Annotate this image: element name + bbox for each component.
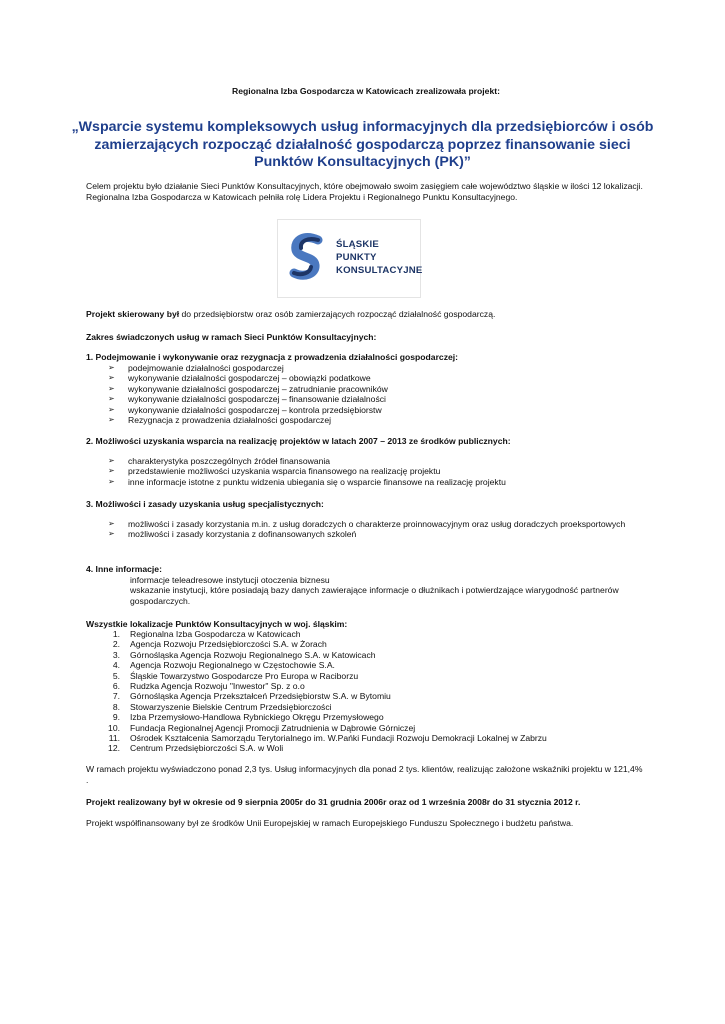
list-item: informacje teleadresowe instytucji otoczenia biznesu	[130, 575, 330, 585]
list-item: 2. Agencja Rozwoju Przedsiębiorczości S.A. w Żorach	[112, 639, 327, 650]
list-item: ➢ Rezygnacja z prowadzenia działalności gospodarczej	[108, 415, 332, 426]
list-item: 6. Rudzka Agencja Rozwoju "Inwestor" Sp. z o.o	[112, 681, 305, 692]
arrow-bullet-icon: ➢	[108, 529, 115, 539]
document-title: „Wsparcie systemu kompleksowych usług informacyjnych dla przedsiębiorców i osób zamierzających rozpocząć działalność gospodarczą poprzez finansowanie sieci Punktów Konsultacyjnych (PK)”	[71, 119, 654, 170]
slaskie-punkty-logo	[277, 219, 421, 298]
list-item: 11. Ośrodek Kształcenia Samorządu Terytorialnego im. W.Pańki Fundacji Rozwoju Demokracji Lokalnej w Zabrzu	[108, 733, 547, 744]
section-2-list	[108, 456, 648, 487]
list-item: 8. Stowarzyszenie Bielskie Centrum Przedsiębiorczości	[112, 701, 332, 712]
arrow-bullet-icon: ➢	[108, 383, 115, 393]
list-item: ➢ wykonywanie działalności gospodarczej – zatrudnianie pracowników	[108, 383, 388, 394]
list-item: ➢ możliwości i zasady korzystania m.in. z usług doradczych o charakterze proinnowacyjnym oraz usług doradczych proeksportowych	[108, 519, 626, 529]
section-3-heading: 3. Możliwości i zasady uzyskania usług specjalistycznych:	[86, 499, 324, 509]
arrow-bullet-icon: ➢	[108, 456, 115, 465]
list-item: ➢ wykonywanie działalności gospodarczej – kontrola przedsiębiorstw	[108, 404, 382, 415]
arrow-bullet-icon: ➢	[108, 394, 115, 404]
results-paragraph: W ramach projektu wyświadczono ponad 2,3 tys. Usług informacyjnych dla ponad 2 tys. klientów, realizując założone wskaźniki projektu w 121,4% .	[86, 764, 643, 785]
arrow-bullet-icon: ➢	[108, 466, 115, 476]
intro-paragraph: Celem projektu było działanie Sieci Punktów Konsultacyjnych, które obejmowało swoim zasięgiem całe województwo śląskie w ilości 12 lokalizacji. Regionalna Izba Gospodarcza w Katowicach pełniła rolę Lidera Projektu i Regionalnego Punktu Konsultacyjnego.	[86, 181, 643, 202]
list-item: ➢ możliwości i zasady korzystania z dofinansowanych szkoleń	[108, 529, 357, 540]
section-1-list	[108, 363, 648, 425]
arrow-bullet-icon: ➢	[108, 476, 115, 486]
logo-line-2: PUNKTY	[336, 252, 377, 263]
s-swoosh-icon	[278, 220, 338, 297]
section-3-list	[108, 519, 648, 540]
list-item: 10. Fundacja Regionalnej Agencji Promocji Zatrudnienia w Dąbrowie Górniczej	[108, 722, 416, 733]
list-item: wskazanie instytucji, które posiadają bazy danych zawierające informacje o dłużnikach i potwierdzające wiarygodność partnerów gospodarczych.	[130, 585, 619, 606]
arrow-bullet-icon: ➢	[108, 404, 115, 414]
funding-paragraph: Projekt współfinansowany był ze środków Unii Europejskiej w ramach Europejskiego Funduszu Społecznego i budżetu państwa.	[86, 818, 574, 828]
scope-heading: Zakres świadczonych usług w ramach Sieci Punktów Konsultacyjnych:	[86, 332, 377, 342]
list-item: ➢ przedstawienie możliwości uzyskania wsparcia finansowego na realizację projektu	[108, 466, 441, 477]
list-item: 7. Górnośląska Agencja Przekształceń Przedsiębiorstw S.A. w Bytomiu	[112, 691, 391, 702]
section-4-heading: 4. Inne informacje:	[86, 564, 162, 574]
target-rest: do przedsiębiorstw oraz osób zamierzających rozpocząć działalność gospodarczą.	[179, 309, 496, 319]
section-4-list	[130, 575, 620, 606]
list-item: ➢ podejmowanie działalności gospodarczej	[108, 363, 284, 373]
arrow-bullet-icon: ➢	[108, 373, 115, 383]
list-item: 9. Izba Przemysłowo-Handlowa Rybnickiego Okręgu Przemysłowego	[112, 712, 384, 723]
arrow-bullet-icon: ➢	[108, 415, 115, 425]
list-item: 3. Górnośląska Agencja Rozwoju Regionalnego S.A. w Katowicach	[112, 649, 376, 660]
locations-heading: Wszystkie lokalizacje Punktów Konsultacyjnych w woj. śląskim:	[86, 619, 348, 629]
list-item: 12. Centrum Przedsiębiorczości S.A. w Woli	[108, 743, 284, 754]
target-bold: Projekt skierowany był	[86, 309, 180, 319]
list-item: ➢ charakterystyka poszczególnych źródeł finansowania	[108, 456, 331, 466]
target-paragraph	[86, 309, 646, 320]
list-item: 1. Regionalna Izba Gospodarcza w Katowicach	[112, 629, 301, 639]
arrow-bullet-icon: ➢	[108, 519, 115, 528]
document-header: Regionalna Izba Gospodarcza w Katowicach zrealizowała projekt:	[232, 86, 500, 96]
list-item: ➢ inne informacje istotne z punktu widzenia ubiegania się o wsparcie finansowe na realizację projektu	[108, 476, 506, 487]
list-item: ➢ wykonywanie działalności gospodarczej – finansowanie działalności	[108, 394, 386, 405]
list-item: 5. Śląskie Towarzystwo Gospodarcze Pro Europa w Raciborzu	[112, 670, 359, 681]
locations-list	[100, 629, 660, 754]
list-item: 4. Agencja Rozwoju Regionalnego w Częstochowie S.A.	[112, 660, 335, 671]
period-paragraph: Projekt realizowany był w okresie od 9 sierpnia 2005r do 31 grudnia 2006r oraz od 1 września 2008r do 31 stycznia 2012 r.	[86, 797, 581, 807]
logo-line-3: KONSULTACYJNE	[336, 265, 423, 276]
list-item: ➢ wykonywanie działalności gospodarczej – obowiązki podatkowe	[108, 373, 371, 384]
arrow-bullet-icon: ➢	[108, 363, 115, 372]
section-2-heading: 2. Możliwości uzyskania wsparcia na realizację projektów w latach 2007 – 2013 ze środków publicznych:	[86, 436, 511, 446]
section-1-heading: 1. Podejmowanie i wykonywanie oraz rezygnacja z prowadzenia działalności gospodarczej:	[86, 352, 459, 362]
logo-line-1: ŚLĄSKIE	[336, 239, 379, 250]
